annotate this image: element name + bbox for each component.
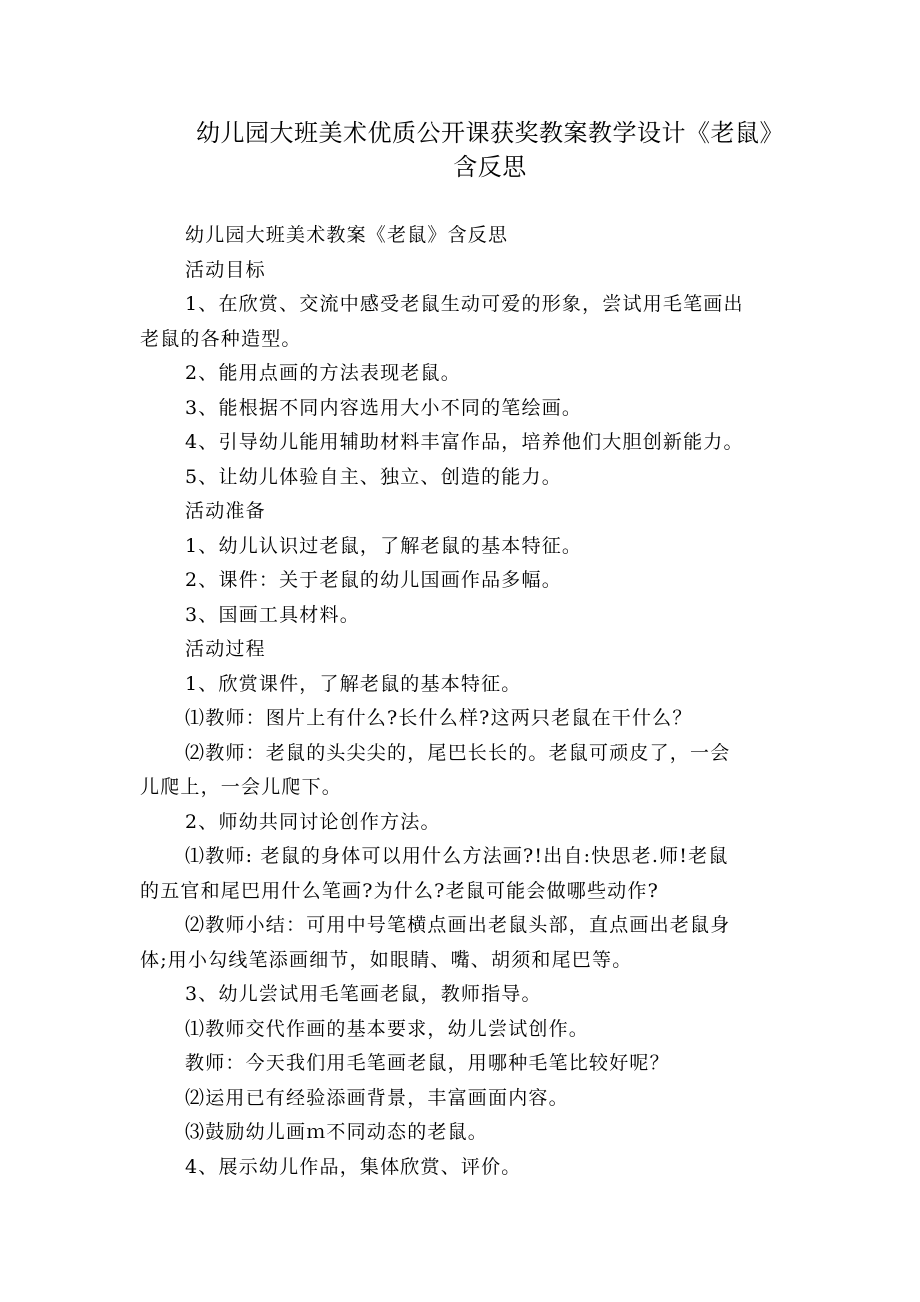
prep-3: 3、国画工具材料。: [185, 603, 360, 626]
step-1-2-line-1: ⑵教师：老鼠的头尖尖的，尾巴长长的。老鼠可顽皮了，一会: [185, 741, 731, 764]
step-3-1: ⑴教师交代作画的基本要求，幼儿尝试创作。: [185, 1017, 590, 1040]
step-1: 1、欣赏课件，了解老鼠的基本特征。: [185, 672, 522, 695]
goals-heading: 活动目标: [185, 258, 266, 281]
title-line-2: 含反思: [453, 153, 527, 181]
step-3-2: ⑵运用已有经验添画背景，丰富画面内容。: [185, 1086, 569, 1109]
step-2: 2、师幼共同讨论创作方法。: [185, 810, 441, 833]
step-3-3: ⑶鼓励幼儿画ｍ不同动态的老鼠。: [185, 1121, 489, 1143]
title-line-1: 幼儿园大班美术优质公开课获奖教案教学设计《老鼠》: [196, 119, 784, 147]
step-3: 3、幼儿尝试用毛笔画老鼠，教师指导。: [185, 983, 542, 1005]
step-3-teacher: 教师：今天我们用毛笔画老鼠，用哪种毛笔比较好呢？: [185, 1052, 670, 1074]
prep-2: 2、课件：关于老鼠的幼儿国画作品多幅。: [185, 569, 562, 591]
document-body: [140, 218, 790, 1184]
prep-1: 1、幼儿认识过老鼠，了解老鼠的基本特征。: [185, 534, 583, 557]
step-2-1-line-1: ⑴教师: 老鼠的身体可以用什么方法画?!出自:快思老.师!老鼠: [185, 845, 729, 867]
goal-3: 3、能根据不同内容选用大小不同的笔绘画。: [185, 396, 583, 419]
process-heading: 活动过程: [185, 638, 266, 660]
step-1-1: ⑴教师：图片上有什么?长什么样?这两只老鼠在干什么？: [185, 707, 693, 729]
prep-heading: 活动准备: [185, 500, 266, 522]
step-2-1-line-2: 的五官和尾巴用什么笔画?为什么?老鼠可能会做哪些动作?: [140, 879, 659, 902]
step-2-2-line-2: 体;用小勾线笔添画细节，如眼睛、嘴、胡须和尾巴等。: [140, 948, 633, 971]
step-4: 4、展示幼儿作品，集体欣赏、评价。: [185, 1155, 522, 1178]
goal-1-line-1: 1、在欣赏、交流中感受老鼠生动可爱的形象，尝试用毛笔画出: [185, 293, 744, 315]
goal-5: 5、让幼儿体验自主、独立、创造的能力。: [185, 465, 562, 488]
goal-4: 4、引导幼儿能用辅助材料丰富作品，培养他们大胆创新能力。: [185, 431, 744, 453]
step-1-2-line-2: 儿爬上，一会儿爬下。: [140, 776, 343, 798]
subtitle: 幼儿园大班美术教案《老鼠》含反思: [185, 224, 509, 246]
document-title: [140, 116, 840, 184]
goal-2: 2、能用点画的方法表现老鼠。: [185, 362, 461, 384]
step-2-2-line-1: ⑵教师小结：可用中号笔横点画出老鼠头部，直点画出老鼠身: [185, 914, 731, 936]
goal-1-line-2: 老鼠的各种造型。: [140, 327, 302, 350]
